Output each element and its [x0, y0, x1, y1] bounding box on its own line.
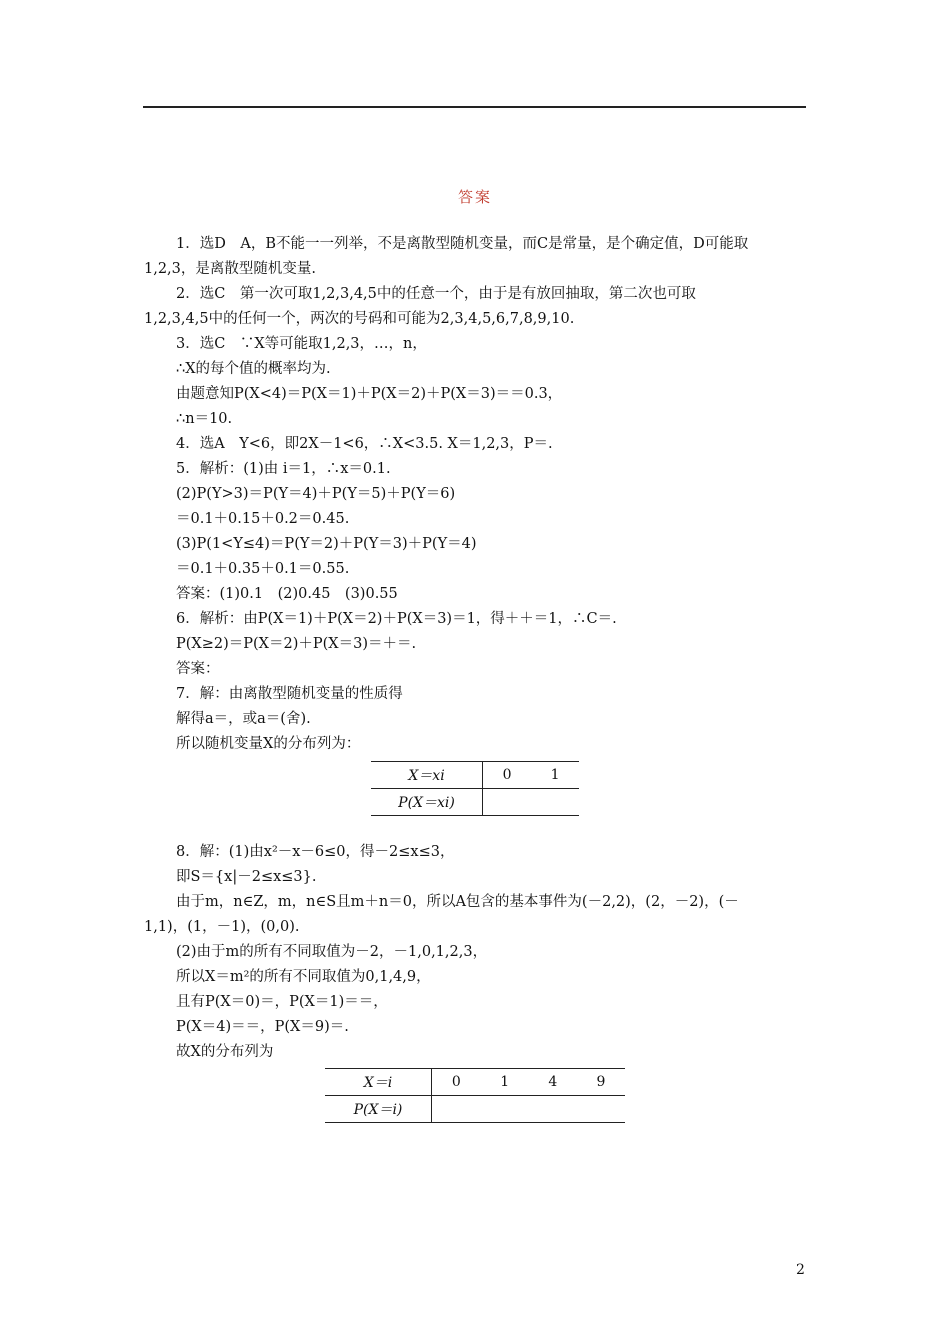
text-line: 解得a＝，或a＝(舍).	[176, 711, 311, 727]
text-line: 由题意知P(X<4)＝P(X＝1)＋P(X＝2)＋P(X＝3)＝＝0.3，	[176, 386, 563, 402]
answer-title: 答案	[457, 188, 492, 206]
text-line: (2)由于m的所有不同取值为－2，－1,0,1,2,3，	[176, 944, 488, 960]
table-cell: 0	[483, 762, 532, 789]
distribution-table-1	[371, 761, 579, 816]
text-line: 8．解：(1)由x²－x－6≤0，得－2≤x≤3，	[176, 844, 455, 860]
table-cell	[531, 789, 579, 816]
text-line: 6．解析：由P(X＝1)＋P(X＝2)＋P(X＝3)＝1，得＋＋＝1，∴C＝.	[176, 611, 617, 627]
text-line: 1．选D A，B不能一一列举，不是离散型随机变量，而C是常量，是个确定值，D可能取	[176, 236, 749, 252]
page-number: 2	[796, 1262, 805, 1278]
text-line: (3)P(1<Y≤4)＝P(Y＝2)＋P(Y＝3)＋P(Y＝4)	[176, 536, 477, 552]
table-cell: 4	[529, 1069, 577, 1096]
text-line: P(X＝4)＝＝，P(X＝9)＝.	[176, 1019, 349, 1035]
table-cell: 1	[481, 1069, 529, 1096]
table-cell	[529, 1096, 577, 1123]
text-line: P(X≥2)＝P(X＝2)＋P(X＝3)＝＋＝.	[176, 636, 417, 652]
text-line: ∴n＝10.	[176, 411, 233, 427]
text-line: 7．解：由离散型随机变量的性质得	[176, 686, 403, 702]
text-line: 答案：(1)0.1 (2)0.45 (3)0.55	[176, 586, 398, 602]
table-cell	[483, 789, 532, 816]
text-line: 2．选C 第一次可取1,2,3,4,5中的任意一个，由于是有放回抽取，第二次也可取	[176, 286, 696, 302]
text-line: ＝0.1＋0.35＋0.1＝0.55.	[176, 561, 350, 577]
text-line: 由于m，n∈Z，m，n∈S且m＋n＝0，所以A包含的基本事件为(－2,2)，(2，－2)，(－	[176, 894, 739, 910]
header-rule	[143, 106, 806, 108]
table-cell: P(X＝i)	[325, 1096, 432, 1123]
table-cell	[432, 1096, 481, 1123]
text-line: 所以X＝m²的所有不同取值为0,1,4,9，	[176, 969, 431, 985]
table-cell: 9	[577, 1069, 625, 1096]
table-cell	[481, 1096, 529, 1123]
text-line: 所以随机变量X的分布列为：	[176, 736, 361, 752]
table-cell: X＝xi	[371, 762, 483, 789]
text-line: 答案：	[176, 661, 220, 677]
distribution-table-2	[325, 1068, 625, 1123]
table-cell: 1	[531, 762, 579, 789]
text-line: 1,2,3,4,5中的任何一个，两次的号码和可能为2,3,4,5,6,7,8,9,10.	[144, 311, 575, 327]
table-cell: X＝i	[325, 1069, 432, 1096]
text-line: 1,2,3，是离散型随机变量.	[144, 261, 317, 277]
table-cell: 0	[432, 1069, 481, 1096]
text-line: 4．选A Y<6，即2X－1<6，∴X<3.5. X＝1,2,3，P＝.	[176, 436, 553, 452]
text-line: ∴X的每个值的概率均为.	[176, 361, 331, 377]
text-line: 且有P(X＝0)＝，P(X＝1)＝＝，	[176, 994, 388, 1010]
text-line: 1,1)，(1，－1)，(0,0).	[144, 919, 300, 935]
text-line: 即S＝{x|－2≤x≤3}.	[176, 869, 317, 885]
text-line: 故X的分布列为	[176, 1044, 274, 1060]
text-line: 3．选C ∵X等可能取1,2,3，…，n，	[176, 336, 427, 352]
table-cell	[577, 1096, 625, 1123]
text-line: ＝0.1＋0.15＋0.2＝0.45.	[176, 511, 350, 527]
table-cell: P(X＝xi)	[371, 789, 483, 816]
text-line: 5．解析：(1)由 i＝1，∴x＝0.1.	[176, 461, 391, 477]
text-line: (2)P(Y>3)＝P(Y＝4)＋P(Y＝5)＋P(Y＝6)	[176, 486, 456, 502]
